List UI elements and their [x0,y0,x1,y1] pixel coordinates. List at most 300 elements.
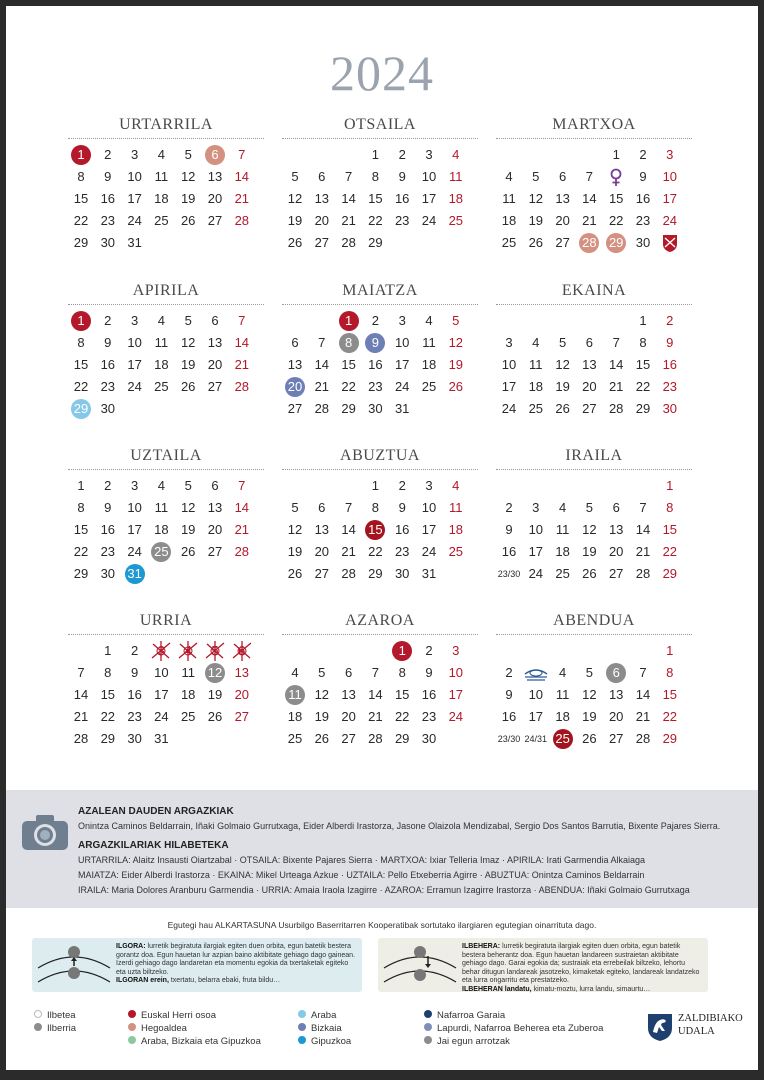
day-cell: 25 [501,235,517,250]
day-cell: 16 [100,357,116,372]
legend-label: Euskal Herri osoa [141,1010,216,1021]
day-cell: 23 [394,213,410,228]
day-cell: 1 [371,147,379,162]
day-cell: 5 [532,169,540,184]
day-cell: 24 [448,709,464,724]
day-cell: 25 [154,379,169,394]
day-cell: 4 [452,147,460,162]
cover-photos-title: AZALEAN DAUDEN ARGAZKIAK [78,806,234,817]
day-cell: 3 [532,500,540,515]
day-cell: 3 [130,147,139,162]
day-cell: 23/30 [497,569,521,579]
day-cell: 26 [207,709,223,724]
day-cell: 27 [234,709,250,724]
day-cell: 28 [635,566,651,581]
day-cell: 4 [157,147,165,162]
day-cell: 13 [582,357,597,372]
legend-item [128,1036,261,1047]
day-cell: 16 [394,191,410,206]
day-cell: 20 [314,213,330,228]
day-cell: 28 [73,731,89,746]
day-grid [68,640,264,760]
month-urtarrila [68,113,264,264]
day-cell: 19 [287,213,303,228]
day-cell: 19 [180,522,196,537]
day-cell: 25 [287,731,303,746]
day-cell: 27 [314,566,330,581]
day-cell: 30 [100,566,116,581]
day-cell: 17 [448,687,464,702]
day-grid [68,310,264,430]
day-cell: 21 [314,379,330,394]
day-cell: 17 [421,191,437,206]
day-cell: 6 [318,169,326,184]
day-cell: 19 [582,709,597,724]
day-cell: 28 [608,401,624,416]
day-cell: 25 [550,728,576,750]
day-cell: 14 [234,500,250,515]
day-cell: 24/31 [524,734,548,744]
day-cell: 28 [314,401,330,416]
day-cell: 22 [368,213,383,228]
day-cell: 15 [608,191,624,206]
legend-label: Araba [311,1010,337,1021]
day-cell: 1 [371,478,379,493]
day-cell: 3 [130,478,139,493]
day-cell: 14 [73,687,89,702]
day-cell: 5 [291,169,299,184]
ilbehera-box [378,938,708,992]
day-cell: 3 [398,313,406,328]
day-cell: 13 [207,335,223,350]
day-cell: 29 [100,731,116,746]
day-cell: 24 [421,213,437,228]
legend-item [424,1010,505,1021]
day-cell: 10 [501,357,517,372]
day-cell: 2 [130,643,139,658]
month-abuztua [282,444,478,595]
waxing-moon-diagram [36,942,112,988]
day-cell: 9 [104,500,112,515]
day-cell: 23 [635,213,651,228]
day-cell: 25 [448,544,464,559]
legend-label: Lapurdi, Nafarroa Beherea eta Zuberoa [437,1023,604,1034]
month-otsaila [282,113,478,264]
day-cell: 26 [287,566,303,581]
day-cell: 16 [100,191,116,206]
day-cell: 6 [291,335,299,350]
day-cell: 31 [154,731,169,746]
day-cell: 11 [449,169,463,184]
day-cell: 16 [368,357,383,372]
day-cell: 17 [501,379,517,394]
day-cell: 27 [582,401,597,416]
day-cell: 28 [576,232,602,254]
day-cell: 9 [425,665,433,680]
day-cell: 23 [100,379,116,394]
day-cell: 15 [341,357,356,372]
day-cell: 20 [207,357,223,372]
legend-dot-icon [298,1023,306,1031]
day-cell: 5 [318,665,326,680]
day-cell: 11 [154,335,169,350]
day-cell: 15 [362,519,388,541]
year-title: 2024 [330,45,434,101]
day-cell: 30 [100,235,116,250]
month-name: ABUZTUA [282,444,478,470]
day-cell: 24 [662,213,678,228]
day-cell: 31 [127,235,142,250]
day-cell: 15 [73,357,89,372]
day-cell: 11 [422,335,436,350]
legend-label: Gipuzkoa [311,1036,352,1047]
day-cell: 8 [336,332,362,354]
day-cell: 31 [122,563,148,585]
day-cell: 11 [282,684,308,706]
day-cell: 1 [666,643,674,658]
day-grid [68,144,264,264]
day-cell: 4 [558,665,567,680]
day-cell: 10 [528,522,544,537]
day-cell: 8 [77,335,85,350]
day-cell: 18 [180,687,196,702]
day-cell: 3 [130,313,139,328]
day-cell: 28 [234,544,250,559]
day-cell: 8 [666,665,674,680]
month-name: EKAINA [496,279,692,305]
month-uztaila [68,444,264,595]
day-cell: 6 [211,313,219,328]
monthly-photographers-line-1: URTARRILA: Alaitz Insausti Oiartzabal · OTSAILA: Bixente Pajares Sierra · MARTXOA: Ixiar Telleria Imaz · APIRILA: Irati Garmendia Alkaiaga [78,855,646,865]
day-cell: 18 [448,191,464,206]
day-cell: 7 [344,169,353,184]
day-cell: 9 [398,169,406,184]
legend-dot-icon [34,1010,42,1018]
day-cell: 14 [314,357,330,372]
day-cell: 15 [368,191,383,206]
day-cell: 19 [207,687,223,702]
day-cell: 19 [287,544,303,559]
day-cell: 7 [639,665,647,680]
legend-item [128,1023,187,1034]
day-cell: 22 [662,709,678,724]
day-cell: 2 [398,147,406,162]
monthly-photographers-line-2: MAIATZA: Eider Alberdi Irastorza · EKAINA: Mikel Urteaga Azkue · UZTAILA: Pello Etxeberria Agirre · ABUZTUA: Onintza Caminos Beldarrain [78,870,645,880]
month-name: APIRILA [68,279,264,305]
day-cell: 2 [104,478,112,493]
day-cell: 17 [127,357,142,372]
ilgora-box [32,938,362,992]
month-apirila [68,279,264,430]
day-cell: 11 [449,500,463,515]
day-cell: 24 [127,544,142,559]
day-cell: 26 [180,213,196,228]
day-cell: 17 [394,357,410,372]
day-cell: 12 [555,357,570,372]
month-ekaina [496,279,692,430]
day-cell: 12 [180,335,196,350]
day-cell: 5 [558,335,567,350]
legend-dot-icon [128,1036,136,1044]
day-cell: 15 [394,687,410,702]
monthly-photographers-line-3: IRAILA: Maria Dolores Aranburu Garmendia · URRIA: Amaia Iraola Izagirre · AZAROA: Erramun Izagirre Irastorza · ABENDUA: Iñaki Golmaio Gurrutxaga [78,885,690,895]
day-cell: 29 [603,232,629,254]
legend-label: Ilbetea [47,1010,76,1021]
month-maiatza [282,279,478,430]
day-cell: 16 [635,191,651,206]
day-cell: 28 [234,379,250,394]
monthly-photographers-title: ARGAZKILARIAK HILABETEKA [78,840,229,851]
day-cell: 22 [635,379,651,394]
legend-item [424,1036,510,1047]
month-azaroa [282,609,478,760]
day-cell: 12 [202,662,228,684]
day-cell: 20 [608,544,624,559]
legend-dot-icon [298,1010,306,1018]
day-cell: 29 [68,398,94,420]
day-cell: 5 [184,147,192,162]
month-name: MAIATZA [282,279,478,305]
day-cell: 3 [425,478,433,493]
day-cell: 21 [234,357,250,372]
day-cell: 21 [635,709,651,724]
day-cell: 15 [662,522,678,537]
day-cell: 19 [448,357,464,372]
day-cell: 22 [73,544,89,559]
day-cell: 28 [635,731,651,746]
day-cell: 1 [612,147,620,162]
day-cell: 24 [528,566,544,581]
day-cell: 6 [344,665,353,680]
day-cell: 27 [207,213,223,228]
day-cell: 1 [77,478,85,493]
day-cell: 25 [421,379,437,394]
legend-dot-icon [424,1036,432,1044]
day-cell: 16 [100,522,116,537]
legend-dot-icon [128,1023,136,1031]
day-cell: 24 [501,401,517,416]
month-name: ABENDUA [496,609,692,635]
day-cell: 15 [662,687,678,702]
day-cell: 10 [528,687,544,702]
day-cell: 20 [582,379,597,394]
camera-icon [20,812,70,852]
month-name: URTARRILA [68,113,264,139]
day-grid [496,475,692,595]
day-cell: 2 [104,313,112,328]
day-cell: 9 [398,500,406,515]
day-cell: 3 [452,643,460,658]
day-cell: 26 [582,731,597,746]
day-cell: 7 [344,500,353,515]
day-cell: 5 [202,640,228,662]
day-grid [282,144,478,264]
day-cell: 31 [394,401,410,416]
legend-label: Bizkaia [311,1023,342,1034]
day-cell: 10 [662,169,678,184]
day-cell: 17 [421,522,437,537]
day-cell: 30 [394,566,410,581]
day-cell: 13 [207,500,223,515]
day-cell: 1 [336,310,362,332]
day-cell: 22 [73,213,89,228]
day-cell: 31 [421,566,437,581]
day-cell: 13 [555,191,570,206]
day-cell: 9 [666,335,674,350]
day-cell: 29 [662,731,678,746]
day-cell: 8 [371,500,379,515]
day-cell: 28 [341,235,356,250]
day-cell: 5 [184,478,192,493]
day-cell: 23 [662,379,678,394]
day-cell: 30 [662,401,678,416]
day-cell: 7 [371,665,379,680]
day-cell: 28 [341,566,356,581]
day-cell: 14 [582,191,597,206]
legend-dot-icon [34,1023,42,1031]
day-cell: 20 [341,709,356,724]
day-cell: 4 [157,478,165,493]
day-cell: 2 [505,500,513,515]
day-cell: 20 [207,191,223,206]
day-cell: 15 [635,357,651,372]
day-cell: 18 [501,213,517,228]
day-cell: 7 [238,147,246,162]
day-cell: 22 [368,544,383,559]
day-cell: 1 [389,640,415,662]
day-cell: 14 [234,335,250,350]
day-cell: 3 [148,640,174,662]
day-cell: 20 [234,687,250,702]
day-cell: 21 [234,522,250,537]
day-cell: 6 [202,144,228,166]
legend-label: Hegoaldea [141,1023,187,1034]
day-cell: 19 [582,544,597,559]
day-cell: 29 [341,401,356,416]
day-cell: 1 [68,310,94,332]
day-cell: 25 [555,566,570,581]
day-cell: 13 [608,687,624,702]
day-cell: 26 [287,235,303,250]
day-cell: 7 [77,665,85,680]
day-cell: 11 [555,522,570,537]
day-cell [603,166,629,188]
day-cell: 27 [341,731,356,746]
day-cell: 6 [585,335,593,350]
day-cell: 13 [314,522,330,537]
day-cell: 19 [180,191,196,206]
day-cell: 1 [639,313,647,328]
day-cell: 23 [127,709,142,724]
day-cell: 17 [127,191,142,206]
day-cell: 7 [238,313,246,328]
day-cell: 7 [612,335,620,350]
day-cell: 16 [127,687,142,702]
day-cell: 6 [558,169,567,184]
day-cell: 11 [181,665,195,680]
day-cell: 16 [421,687,437,702]
day-cell: 6 [603,662,629,684]
zaldibia-logo-icon [646,1012,674,1042]
day-cell: 18 [528,379,544,394]
day-cell: 19 [314,709,330,724]
day-cell: 15 [73,191,89,206]
day-cell: 5 [452,313,460,328]
day-cell: 23 [368,379,383,394]
day-cell: 15 [100,687,116,702]
day-cell: 25 [448,213,464,228]
day-grid [68,475,264,595]
legend-dot-icon [424,1023,432,1031]
day-cell: 9 [639,169,647,184]
day-cell: 27 [287,401,303,416]
day-cell: 22 [394,709,410,724]
day-cell: 24 [394,379,410,394]
day-grid [496,640,692,760]
day-cell: 8 [666,500,674,515]
ilbehera-text: ILBEHERA: lurretik begiratuta ilargiak egiten duen orbita, egun batetik bestera beherantz doa. Egun hauetan landareen sustraietan aktibitate gehiago dago. Garai egokia da; sustraiak eta errebeilak biltzeko, lehortu behar ditugun landareak jasotzeko, kimaketak egiteko, landareak landatzeko eta lurra ongarritu eta prestatzeko. ILBEHERAN landatu, kimatu-moztu, lurra landu, simaurtu… [462,943,700,993]
day-cell: 23 [100,213,116,228]
day-cell: 23 [421,709,437,724]
legend-item [298,1010,336,1021]
day-cell: 20 [207,522,223,537]
month-iraila [496,444,692,595]
day-cell: 8 [77,500,85,515]
day-cell: 24 [421,544,437,559]
day-cell: 12 [582,522,597,537]
day-cell: 10 [421,169,437,184]
day-cell: 21 [608,379,624,394]
day-cell: 12 [287,522,303,537]
day-cell: 13 [608,522,624,537]
day-cell [657,232,683,254]
day-cell: 3 [666,147,674,162]
legend-item [298,1036,351,1047]
day-cell: 12 [180,500,196,515]
day-cell: 18 [154,357,169,372]
month-name: IRAILA [496,444,692,470]
day-cell: 17 [154,687,169,702]
day-cell: 26 [528,235,544,250]
day-cell: 1 [68,144,94,166]
day-cell: 12 [528,191,544,206]
day-cell: 18 [287,709,303,724]
day-cell: 28 [234,213,250,228]
legend-dot-icon [298,1036,306,1044]
legend-item [34,1023,76,1034]
legend-label: Araba, Bizkaia eta Gipuzkoa [141,1036,261,1047]
day-cell: 5 [184,313,192,328]
day-cell: 9 [505,687,513,702]
day-cell: 25 [154,213,169,228]
day-cell: 11 [154,500,169,515]
day-cell: 13 [341,687,356,702]
day-cell: 16 [662,357,678,372]
day-cell: 4 [452,478,460,493]
day-cell: 9 [104,169,112,184]
month-name: URRIA [68,609,264,635]
day-cell: 22 [100,709,116,724]
day-cell: 7 [238,478,246,493]
day-cell: 9 [362,332,388,354]
day-cell: 17 [528,709,544,724]
month-name: MARTXOA [496,113,692,139]
month-name: UZTAILA [68,444,264,470]
day-cell: 21 [368,709,383,724]
day-cell: 18 [555,544,570,559]
day-cell: 22 [73,379,89,394]
legend-item [128,1010,216,1021]
